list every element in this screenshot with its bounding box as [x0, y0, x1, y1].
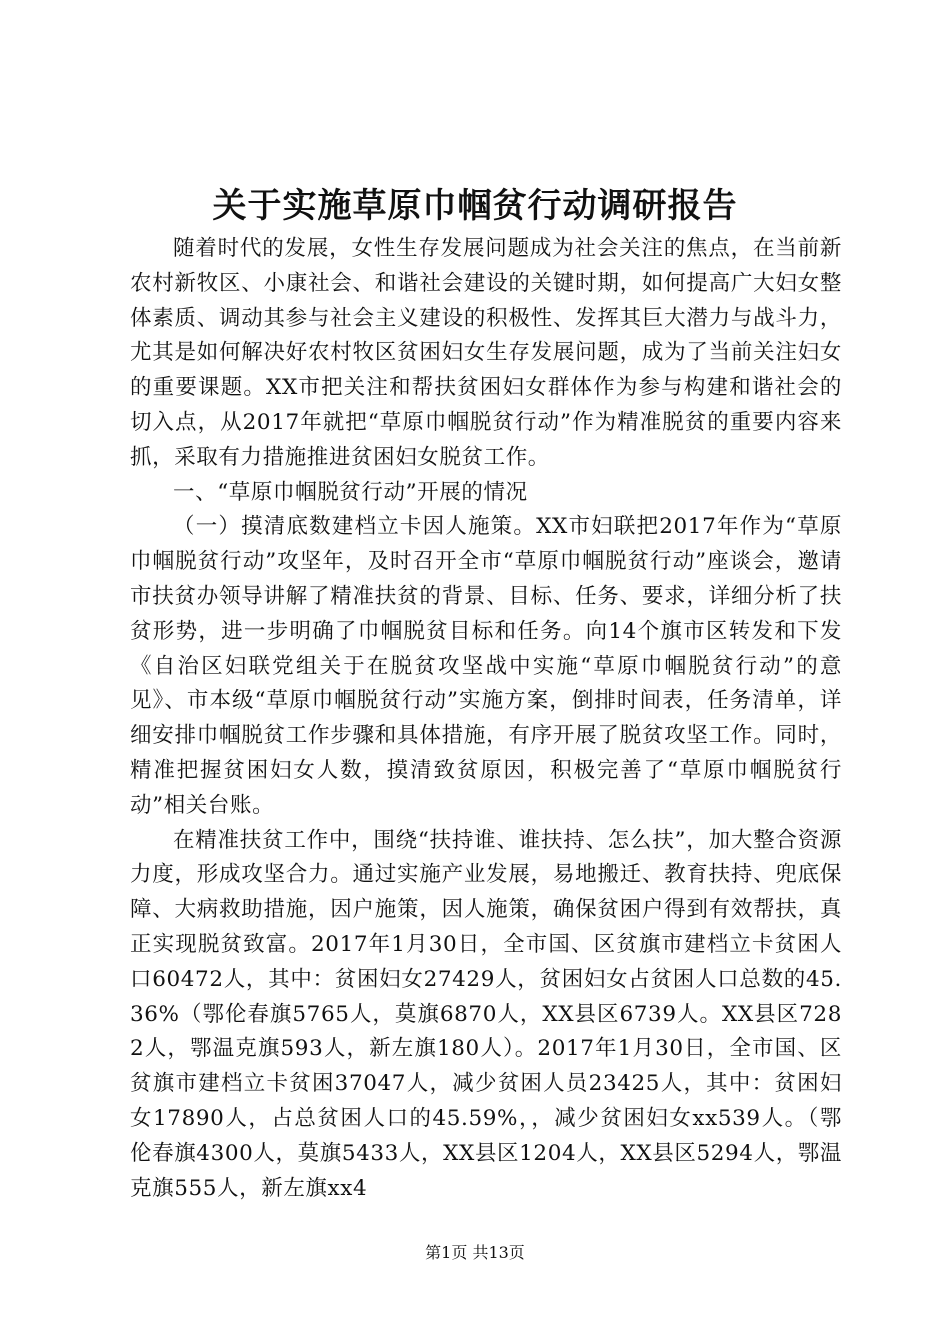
section-heading: 一、“草原巾帼脱贫行动”开展的情况 — [173, 479, 528, 505]
page-footer: 第1页 共13页 — [425, 1243, 525, 1262]
document-body — [130, 232, 842, 1206]
paragraph-poverty-stats: 在精准扶贫工作中，围绕“扶持谁、谁扶持、怎么扶”，加大整合资源力度，形成攻坚合力。通过实施产业发展，易地搬迁、教育扶持、兜底保障、大病救助措施，因户施策，因人施策，确保贫困户得到有效帮扶，真正实现脱贫致富。2017年1月30日，全市国、区贫旗市建档立卡贫困人口60472人，其中：贫困妇女27429人，贫困妇女占贫困人口总数的45.36%（鄂伦春旗5765人，莫旗6870人，XX县区6739人。XX县区7282人，鄂温克旗593人，新左旗180人）。2017年1月30日，全市国、区贫旗市建档立卡贫困37047人，减少贫困人员23425人，其中：贫困妇女17890人，占总贫困人口的45.59%，，减少贫困妇女xx539人。（鄂伦春旗4300人，莫旗5433人，XX县区1204人，XX县区5294人，鄂温克旗555人，新左旗xx4 — [130, 827, 842, 1201]
paragraph-intro: 随着时代的发展，女性生存发展问题成为社会关注的焦点，在当前新农村新牧区、小康社会、和谐社会建设的关键时期，如何提高广大妇女整体素质、调动其参与社会主义建设的积极性、发挥其巨大潜力与战斗力，尤其是如何解决好农村牧区贫困妇女生存发展问题，成为了当前关注妇女的重要课题。XX市把关注和帮扶贫困妇女群体作为参与构建和谐社会的切入点，从2017年就把“草原巾帼脱贫行动”作为精准脱贫的重要内容来抓，采取有力措施推进贫困妇女脱贫工作。 — [130, 236, 842, 470]
paragraph-subsection-1: （一）摸清底数建档立卡因人施策。XX市妇联把2017年作为“草原巾帼脱贫行动”攻坚年，及时召开全市“草原巾帼脱贫行动”座谈会，邀请市扶贫办领导讲解了精准扶贫的背景、目标、任务、要求，详细分析了扶贫形势，进一步明确了巾帼脱贫目标和任务。向14个旗市区转发和下发《自治区妇联党组关于在脱贫攻坚战中实施“草原巾帼脱贫行动”的意见》、市本级“草原巾帼脱贫行动”实施方案，倒排时间表，任务清单，详细安排巾帼脱贫工作步骤和具体措施，有序开展了脱贫攻坚工作。同时，精准把握贫困妇女人数，摸清致贫原因，积极完善了“草原巾帼脱贫行动”相关台账。 — [130, 514, 842, 818]
document-title: 关于实施草原巾帼贫行动调研报告 — [212, 186, 738, 226]
